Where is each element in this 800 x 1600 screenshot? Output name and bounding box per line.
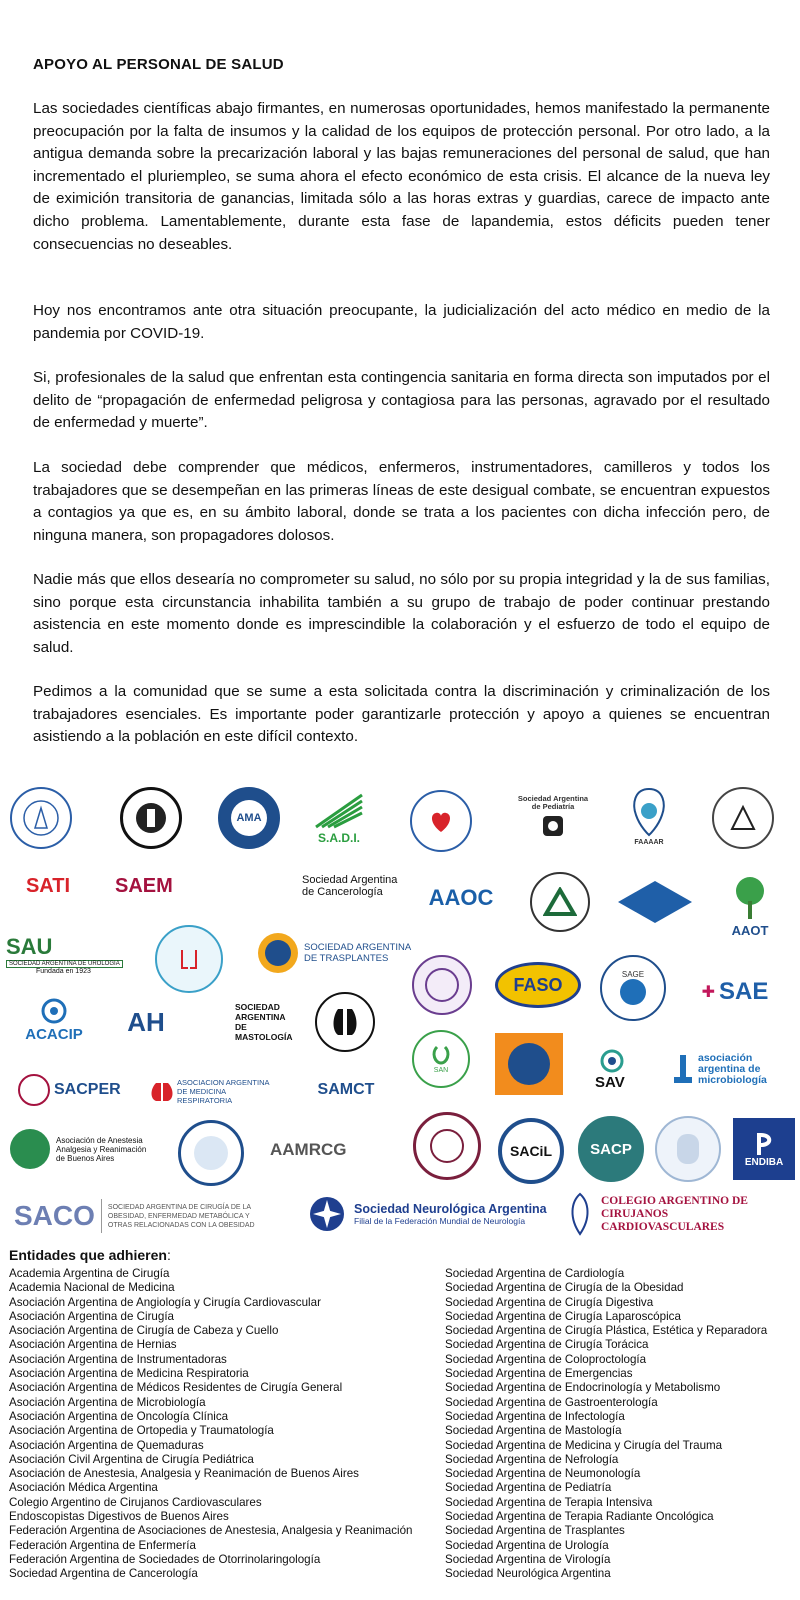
logo-acacip xyxy=(22,988,86,1050)
logo-faaaar xyxy=(618,780,680,852)
adherent-item: Sociedad Argentina de Terapia Radiante Oncológica xyxy=(445,1510,714,1524)
logo-cancerologia xyxy=(268,868,398,904)
adherent-item: Colegio Argentino de Cirujanos Cardiovasculares xyxy=(9,1495,262,1509)
acacip-wordmark: ACACIP xyxy=(25,1025,83,1043)
san-wordmark: SAN xyxy=(433,1067,449,1074)
logo-sap xyxy=(515,782,591,854)
sap-name: Sociedad Argentina de Pediatría xyxy=(517,794,589,811)
adherent-item: Sociedad Neurológica Argentina xyxy=(445,1567,611,1581)
sacper-wordmark: SACPER xyxy=(54,1081,121,1098)
sacil-wordmark: SACiL xyxy=(510,1143,552,1159)
adherents-heading-text: Entidades que adhieren xyxy=(9,1247,167,1263)
logo-quemaduras xyxy=(495,1033,563,1095)
adherent-item: Sociedad Argentina de Nefrología xyxy=(445,1452,619,1466)
faso-wordmark: FASO xyxy=(513,974,563,995)
logo-cardiologia xyxy=(410,790,472,852)
logo-academia-medicina xyxy=(120,787,182,849)
adherents-list-left xyxy=(9,1267,412,1582)
logo-aaot xyxy=(715,865,785,945)
aaoc-wordmark: AAOC xyxy=(428,885,494,910)
paragraph-4: La sociedad debe comprender que médicos, enfermeros, instrumentadores, camilleros y todos los trabajadores que se desempeñan en las primeras líneas de este desigual combate, se encuentran expuestos a contagios ya que es, en su ámbito laboral, donde se trata a los pacientes con dicha infección pero, de ninguna manera, son propagadores dolosos. xyxy=(33,459,770,544)
adherent-item: Sociedad Argentina de Cirugía Digestiva xyxy=(445,1295,654,1309)
adherent-item: Sociedad Argentina de Cardiología xyxy=(445,1267,625,1280)
respiratoria-wordmark: ASOCIACION ARGENTINA DE MEDICINA RESPIRATORIA xyxy=(177,1077,270,1105)
adherent-item: Endoscopistas Digestivos de Buenos Aires xyxy=(9,1510,229,1524)
logo-aaoc xyxy=(420,878,502,918)
logo-ardi xyxy=(615,878,695,926)
adherent-item: Sociedad Argentina de Mastología xyxy=(445,1424,622,1438)
sati-wordmark: SATI xyxy=(25,874,71,897)
logo-cirugia-toracica xyxy=(315,992,375,1052)
saem-wordmark: SAEM xyxy=(115,874,173,897)
aamrcg-wordmark: AAMRCG xyxy=(270,1140,347,1159)
cancerologia-line-2: de Cancerología xyxy=(302,886,383,898)
adherent-item: Sociedad Argentina de Urología xyxy=(445,1538,609,1552)
logo-respiratoria xyxy=(150,1074,275,1108)
sau-wordmark: SAU xyxy=(6,933,53,959)
adherent-item: Asociación Argentina de Cirugía de Cabeza y Cuello xyxy=(9,1324,279,1338)
logo-sacd xyxy=(178,1120,244,1186)
logo-cirugia-bsas xyxy=(712,787,774,849)
logo-sati xyxy=(12,868,84,904)
logo-sacper xyxy=(18,1072,124,1108)
saco-divider xyxy=(101,1199,102,1233)
logo-cirugia-torax-pulmon xyxy=(655,1116,721,1182)
adherent-item: Sociedad Argentina de Virología xyxy=(445,1552,611,1566)
paragraph-3: Si, profesionales de la salud que enfrentan esta contingencia sanitaria en forma directa son imputados por el delito de “propagación de enfermedad peligrosa y contagiosa para las personas, agravado por el resultado de enfermedad y muerte”. xyxy=(33,369,770,432)
adherent-item: Asociación Argentina de Ortopedia y Traumatología xyxy=(9,1424,274,1438)
logo-sacil xyxy=(498,1118,564,1184)
aaot-wordmark: AAOT xyxy=(731,922,769,938)
adherent-item: Academia Nacional de Medicina xyxy=(9,1281,175,1295)
aam-wordmark: asociación argentina de microbiología xyxy=(698,1051,767,1086)
paragraph-1: Las sociedades científicas abajo firmantes, en numerosas oportunidades, hemos manifestado la permanente preocupación por la falta de insumos y la calidad de los equipos de protección personal. Por otro lado, a la antigua demanda sobre la precarización laboral y las bajas remuneraciones del personal de salud, que han incrementado el pluriempleo, se suma ahora el efecto económico de esta crisis. El alcance de la nueva ley de eximición transitoria de ganancias, limitada sólo a las horas extras y guardias, carece de impacto ante dicho problema. Lamentablemente, durante esta fase de lapandemia, estos déficits pueden tener consecuencias no deseables. xyxy=(33,100,770,253)
logo-cirugia-plastica xyxy=(413,1112,481,1180)
logo-endiba xyxy=(733,1118,795,1180)
adherent-item: Sociedad Argentina de Pediatría xyxy=(445,1481,612,1495)
adherents-heading xyxy=(9,1247,171,1263)
adherent-item: Asociación Argentina de Oncología Clínica xyxy=(9,1409,229,1423)
adherent-item: Sociedad Argentina de Trasplantes xyxy=(445,1524,625,1538)
logo-virology-ring xyxy=(412,955,472,1015)
logo-saco xyxy=(14,1195,289,1237)
logo-hernias xyxy=(110,997,182,1047)
paragraph-5: Nadie más que ellos desearía no comprometer su salud, no sólo por su propia integridad y la de sus familias, sino porque esta circunstancia inhabilita también a su grupo de trabajo de poder continuar prestando asistencia en este momento donde es imprescindible la colaboración y el esfuerzo de todo el equipo de salud. xyxy=(33,571,770,656)
adherent-item: Asociación Argentina de Médicos Residentes de Cirugía General xyxy=(9,1381,343,1395)
logo-neurologica xyxy=(308,1193,548,1235)
adherents-list-right xyxy=(445,1267,767,1582)
faaaar-wordmark: FAAAAR xyxy=(634,839,664,846)
adherent-item: Federación Argentina de Enfermería xyxy=(9,1538,196,1552)
mastologia-wordmark: SOCIEDAD ARGENTINA DE MASTOLOGÍA xyxy=(235,1002,293,1042)
logo-ama: AMA xyxy=(218,787,280,849)
sage-wordmark: SAGE xyxy=(621,970,645,979)
samct-wordmark: SAMCT xyxy=(317,1081,375,1098)
adherent-item: Sociedad Argentina de Cirugía Laparoscópica xyxy=(445,1309,681,1323)
saco-subtitle: SOCIEDAD ARGENTINA DE CIRUGÍA DE LA OBESIDAD, ENFERMEDAD METABÓLICA Y OTRAS RELACIONADAS CON LA OBESIDAD xyxy=(107,1203,255,1229)
logo-samct xyxy=(305,1070,387,1110)
page-title: APOYO AL PERSONAL DE SALUD xyxy=(33,56,284,73)
trasplantes-wordmark: SOCIEDAD ARGENTINA DE TRASPLANTES xyxy=(304,942,411,964)
logo-cacc xyxy=(565,1190,790,1238)
logo-sadi xyxy=(305,785,373,851)
adherent-item: Asociación Argentina de Quemaduras xyxy=(9,1438,204,1452)
adherent-item: Sociedad Argentina de Cirugía Plástica, Estética y Reparadora xyxy=(445,1324,768,1338)
adherent-item: Sociedad Argentina de Terapia Intensiva xyxy=(445,1495,653,1509)
logo-academia-cirugia xyxy=(10,787,72,849)
logo-faso xyxy=(495,962,581,1008)
adherent-item: Academia Argentina de Cirugía xyxy=(9,1267,170,1280)
paragraph-2: Hoy nos encontramos ante otra situación preocupante, la judicialización del acto médico en medio de la pandemia por COVID-19. xyxy=(33,302,770,342)
adherent-item: Sociedad Argentina de Gastroenterología xyxy=(445,1395,658,1409)
neurologica-wordmark: Sociedad Neurológica Argentina xyxy=(354,1202,547,1216)
logo-sav xyxy=(595,1040,665,1098)
adherents-heading-colon: : xyxy=(166,1247,171,1263)
adherent-item: Sociedad Argentina de Emergencias xyxy=(445,1367,633,1381)
adherent-item: Asociación Argentina de Cirugía xyxy=(9,1309,174,1323)
logo-aam xyxy=(672,1048,790,1090)
adherent-item: Asociación Argentina de Medicina Respiratoria xyxy=(9,1367,249,1381)
sacp-wordmark: SACP xyxy=(590,1140,632,1158)
logo-triangle-society xyxy=(530,872,590,932)
anestesia-wordmark: Asociación de Anestesia Analgesia y Reanimación de Buenos Aires xyxy=(56,1135,147,1163)
adherent-item: Sociedad Argentina de Cirugía Torácica xyxy=(445,1338,649,1352)
endiba-wordmark: ENDIBA xyxy=(744,1156,784,1168)
adherent-item: Asociación Médica Argentina xyxy=(9,1481,158,1495)
logo-sacp xyxy=(578,1116,644,1182)
adherent-item: Sociedad Argentina de Coloproctología xyxy=(445,1352,647,1366)
neurologica-subtitle: Filial de la Federación Mundial de Neurología xyxy=(354,1216,526,1226)
adherent-item: Sociedad Argentina de Cancerología xyxy=(9,1567,198,1581)
logo-saem xyxy=(115,870,235,902)
sadi-wordmark: S.A.D.I. xyxy=(317,831,360,845)
logo-aamrcg xyxy=(270,1132,400,1168)
sau-founded: Fundada en 1923 xyxy=(36,967,91,975)
logo-sae xyxy=(690,974,780,1010)
adherent-item: Sociedad Argentina de Infectología xyxy=(445,1409,625,1423)
adherent-item: Sociedad Argentina de Endocrinología y Metabolismo xyxy=(445,1381,721,1395)
logo-san xyxy=(412,1030,470,1088)
adherent-item: Asociación Argentina de Angiología y Cirugía Cardiovascular xyxy=(9,1295,321,1309)
logo-anestesia-bsas xyxy=(10,1125,150,1173)
adherent-item: Asociación Civil Argentina de Cirugía Pediátrica xyxy=(9,1452,254,1466)
sae-icon: ✚ xyxy=(701,984,716,1001)
adherent-item: Sociedad Argentina de Medicina y Cirugía del Trauma xyxy=(445,1438,723,1452)
paragraph-6: Pedimos a la comunidad que se sume a esta solicitada contra la discriminación y criminalización de los trabajadores esenciales. Es importante poder garantizarle protección y apoyo a quienes se encuentran asistiendo a la población en este difícil contexto. xyxy=(33,683,770,746)
cacc-wordmark: COLEGIO ARGENTINO DE CIRUJANOS CARDIOVASCULARES xyxy=(601,1194,748,1233)
hernias-wordmark: AH xyxy=(127,1006,165,1037)
logo-sau xyxy=(6,928,126,980)
adherent-item: Asociación Argentina de Microbiología xyxy=(9,1395,206,1409)
cancerologia-line-1: Sociedad Argentina xyxy=(302,874,398,886)
sae-wordmark: SAE xyxy=(719,978,769,1005)
adherent-item: Asociación de Anestesia, Analgesia y Reanimación de Buenos Aires xyxy=(9,1467,359,1481)
adherent-item: Sociedad Argentina de Neumonología xyxy=(445,1467,641,1481)
logo-trasplantes xyxy=(258,930,418,976)
adherent-item: Asociación Argentina de Instrumentadoras xyxy=(9,1352,227,1366)
sav-wordmark: SAV xyxy=(595,1073,625,1091)
adherent-item: Sociedad Argentina de Cirugía de la Obesidad xyxy=(445,1281,684,1295)
logo-mastologia xyxy=(200,995,295,1049)
adherent-item: Federación Argentina de Asociaciones de Anestesia, Analgesia y Reanimación xyxy=(9,1524,413,1538)
adherent-item: Federación Argentina de Sociedades de Otorrinolaringología xyxy=(9,1552,321,1566)
sau-subtitle: SOCIEDAD ARGENTINA DE UROLOGIA xyxy=(6,960,123,968)
saco-wordmark: SACO xyxy=(14,1200,95,1231)
logo-neumonologia xyxy=(155,925,223,993)
logo-sage xyxy=(600,955,666,1021)
adherent-item: Asociación Argentina de Hernias xyxy=(9,1338,177,1352)
